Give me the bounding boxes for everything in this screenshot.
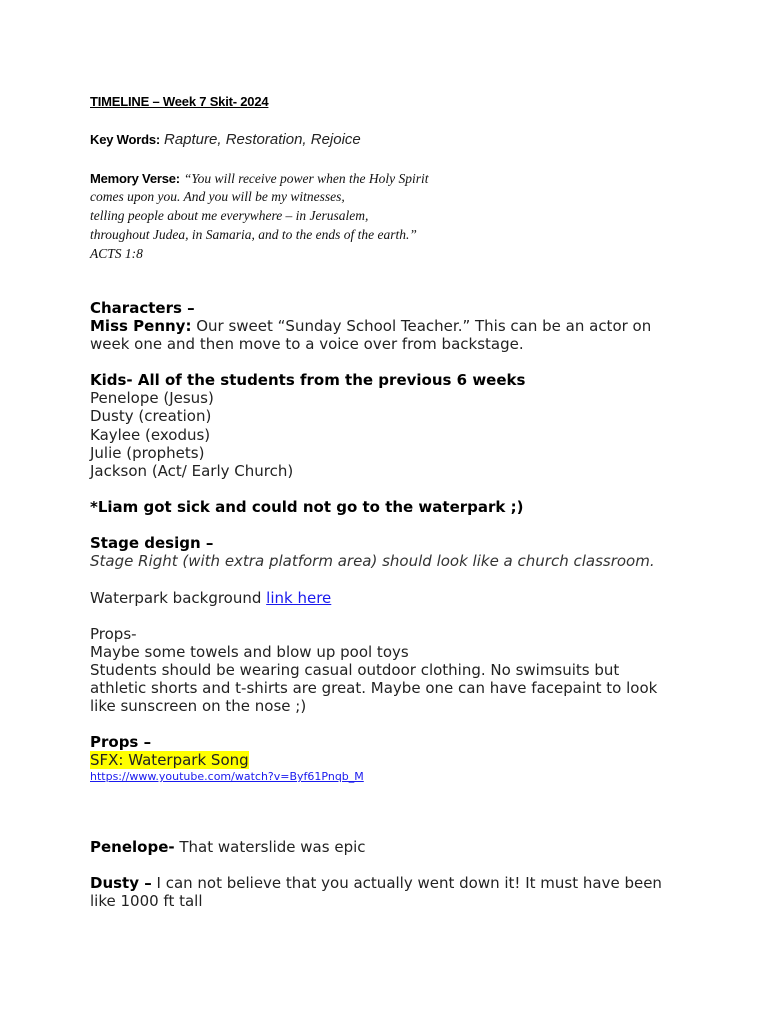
miss-penny-description: week one and then move to a voice over from backstage. [90, 335, 524, 353]
key-words-label: Key Words: [90, 132, 160, 147]
memory-verse-reference: ACTS 1:8 [90, 246, 143, 261]
dialogue-text: I can not believe that you actually went down it! It must have been [151, 874, 662, 892]
props-notes-label: Props- [90, 625, 137, 643]
speaker-name: Dusty – [90, 874, 152, 892]
document-title: TIMELINE – Week 7 Skit- 2024 [90, 94, 269, 109]
stage-design-heading: Stage design – [90, 534, 214, 552]
dialogue-text: That waterslide was epic [174, 838, 366, 856]
kid-item: Jackson (Act/ Early Church) [90, 462, 294, 480]
memory-verse-text: “You will receive power when the Holy Spirit [183, 171, 429, 186]
stage-design-description: Stage Right (with extra platform area) should look like a church classroom. [90, 552, 655, 570]
key-words-line [90, 131, 361, 149]
waterpark-background-text: Waterpark background [90, 589, 267, 607]
memory-verse-label: Memory Verse: [90, 171, 180, 186]
sfx-url-link[interactable]: https://www.youtube.com/watch?v=Byf61Pnqb_M [90, 770, 364, 783]
kids-heading: Kids- All of the students from the previous 6 weeks [90, 371, 526, 389]
waterpark-background-link[interactable]: link here [266, 589, 332, 607]
speaker-name: Penelope- [90, 838, 175, 856]
miss-penny-description: Our sweet “Sunday School Teacher.” This can be an actor on [191, 317, 652, 335]
dialogue-text: like 1000 ft tall [90, 892, 203, 910]
memory-verse-text: telling people about me everywhere – in Jerusalem, [90, 208, 369, 223]
kid-item: Kaylee (exodus) [90, 426, 211, 444]
miss-penny-name: Miss Penny: [90, 317, 192, 335]
kid-item: Julie (prophets) [90, 444, 205, 462]
memory-verse-text: throughout Judea, in Samaria, and to the ends of the earth.” [90, 227, 417, 242]
script-line-penelope [90, 838, 366, 856]
waterpark-background-line [90, 589, 331, 607]
props-notes-line: like sunscreen on the nose ;) [90, 697, 307, 715]
props-notes-line: athletic shorts and t-shirts are great. Maybe one can have facepaint to look [90, 679, 658, 697]
props-heading: Props – [90, 733, 152, 751]
kid-item: Dusty (creation) [90, 407, 212, 425]
liam-note: *Liam got sick and could not go to the waterpark ;) [90, 498, 524, 516]
sfx-line [90, 751, 249, 769]
key-words-value: Rapture, Restoration, Rejoice [164, 131, 361, 148]
props-notes-line: Students should be wearing casual outdoor clothing. No swimsuits but [90, 661, 620, 679]
kid-item: Penelope (Jesus) [90, 389, 214, 407]
characters-heading: Characters – [90, 299, 195, 317]
sfx-highlight: SFX: Waterpark Song [90, 751, 249, 769]
memory-verse-text: comes upon you. And you will be my witnesses, [90, 189, 345, 204]
memory-verse-line-1 [90, 170, 429, 188]
script-line-dusty [90, 874, 662, 892]
miss-penny-line [90, 317, 651, 335]
props-notes-line: Maybe some towels and blow up pool toys [90, 643, 409, 661]
